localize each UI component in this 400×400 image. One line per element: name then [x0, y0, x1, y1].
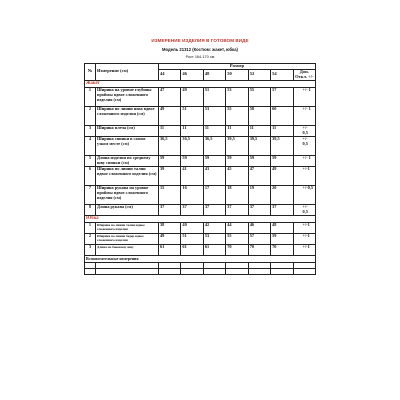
cell-tolerance: +/- 1 [293, 107, 315, 126]
cell-value: 47 [159, 88, 181, 107]
cell-value: 38 [159, 223, 181, 234]
cell-value: 39,5 [271, 137, 293, 156]
row-name: Ширина по линии низа вдвое сложенного изделия (см) [96, 107, 159, 126]
row-no: 4 [85, 137, 96, 156]
cell-value: 39 [159, 167, 181, 186]
cell-value: 61 [203, 245, 225, 256]
table-row [85, 167, 316, 186]
cell-tolerance: +/- 1 [293, 88, 315, 107]
cell-value: 47 [248, 167, 270, 186]
cell-value: 53 [226, 88, 248, 107]
size-54: 54 [271, 69, 293, 80]
cell-value: 61 [181, 245, 203, 256]
row-name: Длина по боковому шву [96, 245, 159, 256]
cell-value: 37 [159, 205, 181, 216]
measurement-table [84, 63, 316, 275]
cell-value: 49 [181, 88, 203, 107]
cell-value: 37 [226, 205, 248, 216]
cell-value: 37 [181, 205, 203, 216]
table-row [85, 186, 316, 205]
cell-value: 59 [248, 156, 270, 167]
cell-value: 59 [271, 156, 293, 167]
cell-value: 36,5 [181, 137, 203, 156]
row-name: Ширина по линии талии вдвое сложенного изделия (см) [96, 167, 159, 186]
cell-value: 59 [203, 156, 225, 167]
cell-value: 49 [159, 107, 181, 126]
cell-value: 48 [271, 223, 293, 234]
cell-tolerance: +/-1 [293, 245, 315, 256]
row-no: 1 [85, 88, 96, 107]
table-row [85, 126, 316, 137]
cell-value: 55 [226, 107, 248, 126]
cell-value: 49 [159, 234, 181, 245]
table-row [85, 245, 316, 256]
size-50: 50 [226, 69, 248, 80]
cell-value: 11 [248, 126, 270, 137]
cell-tolerance: +/-1 [293, 167, 315, 186]
cell-value: 19 [248, 186, 270, 205]
cell-value: 55 [226, 234, 248, 245]
row-no: 6 [85, 167, 96, 186]
cell-value: 11 [203, 126, 225, 137]
col-measure-header: Измерение (см) [96, 64, 159, 81]
cell-value: 43 [203, 167, 225, 186]
col-no-header: № [85, 64, 96, 81]
row-name: Длина рукава (см) [96, 205, 159, 216]
size-46: 46 [181, 69, 203, 80]
cell-value: 41 [181, 167, 203, 186]
cell-value: 45 [226, 167, 248, 186]
sheet-title: ИЗМЕРЕНИЕ ИЗДЕЛИЯ В ГОТОВОМ ВИДЕ [151, 38, 249, 43]
size-44: 44 [159, 69, 181, 80]
cell-value: 40 [181, 223, 203, 234]
cell-tolerance: +/- 0,5 [293, 205, 315, 216]
cell-value: 51 [181, 107, 203, 126]
cell-value: 36,5 [159, 137, 181, 156]
col-tolerance-header: Доп. Откл. +/- [293, 69, 315, 80]
cell-value: 37 [248, 205, 270, 216]
cell-value: 37 [203, 205, 225, 216]
cell-value: 59 [159, 156, 181, 167]
row-name: Длина изделия по среднему шву спинки (см) [96, 156, 159, 167]
cell-value: 55 [248, 88, 270, 107]
footer-row [85, 256, 316, 263]
cell-value: 70 [248, 245, 270, 256]
measurement-sheet [84, 38, 316, 275]
cell-tolerance: +/-1 [293, 234, 315, 245]
section-label: Жакет [85, 80, 316, 87]
table-row [85, 107, 316, 126]
cell-value: 70 [226, 245, 248, 256]
section-label: Юбка [85, 215, 316, 222]
height-line: Рост 164-170 см [185, 55, 215, 59]
row-no: 2 [85, 234, 96, 245]
cell-value: 51 [181, 234, 203, 245]
table-row [85, 137, 316, 156]
row-no: 1 [85, 223, 96, 234]
cell-value: 59 [271, 234, 293, 245]
row-name: Ширина рукава на уровне проймы вдвое сложенного изделия (см) [96, 186, 159, 205]
cell-value: 16 [181, 186, 203, 205]
cell-value: 60 [271, 107, 293, 126]
cell-value: 42 [203, 223, 225, 234]
cell-value: 46 [248, 223, 270, 234]
cell-tolerance: +/- 0,5 [293, 126, 315, 137]
cell-value: 58 [248, 107, 270, 126]
size-52: 52 [248, 69, 270, 80]
cell-value: 15 [159, 186, 181, 205]
cell-value: 70 [271, 245, 293, 256]
cell-value: 59 [226, 156, 248, 167]
cell-value: 44 [226, 223, 248, 234]
row-name: Ширина по линии талии вдвое сложенного изделия [96, 223, 159, 234]
row-no: 3 [85, 245, 96, 256]
row-name: Ширина по линии бедер вдвое сложенного изделия [96, 234, 159, 245]
cell-value: 11 [226, 126, 248, 137]
cell-tolerance: +/- 0,5 [293, 137, 315, 156]
cell-value: 59 [181, 156, 203, 167]
cell-tolerance: +/-1 [293, 223, 315, 234]
row-name: Ширина на уровне глубины проймы вдвое сложенного изделия (см) [96, 88, 159, 107]
section-skirt [85, 215, 316, 222]
cell-value: 37 [271, 205, 293, 216]
col-size-header: Размер [159, 64, 316, 70]
cell-value: 61 [159, 245, 181, 256]
cell-value: 11 [159, 126, 181, 137]
row-no: 2 [85, 107, 96, 126]
table-row [85, 234, 316, 245]
cell-value: 17 [203, 186, 225, 205]
cell-value: 11 [181, 126, 203, 137]
cell-value: 20 [271, 186, 293, 205]
blank-row [85, 269, 316, 275]
row-no: 7 [85, 186, 96, 205]
cell-value: 39,5 [248, 137, 270, 156]
row-name: Ширина плеча (см) [96, 126, 159, 137]
cell-value: 57 [248, 234, 270, 245]
cell-tolerance: +/- 1 [293, 156, 315, 167]
row-no: 3 [85, 126, 96, 137]
table-row [85, 223, 316, 234]
section-jacket [85, 80, 316, 87]
row-no: 5 [85, 156, 96, 167]
footer-label: Вспомогательные измерения [85, 256, 316, 263]
cell-value: 36,5 [203, 137, 225, 156]
cell-value: 57 [271, 88, 293, 107]
cell-value: 53 [203, 107, 225, 126]
cell-tolerance: +/-0,5 [293, 186, 315, 205]
cell-value: 49 [271, 167, 293, 186]
cell-value: 39,5 [226, 137, 248, 156]
size-48: 48 [203, 69, 225, 80]
cell-value: 18 [226, 186, 248, 205]
cell-value: 11 [271, 126, 293, 137]
table-row [85, 88, 316, 107]
model-line: Модель 21312 (Костюм: жакет, юбка) [162, 47, 238, 52]
table-row [85, 156, 316, 167]
row-name: Ширина спинки в самом узком месте (см) [96, 137, 159, 156]
cell-value: 53 [203, 234, 225, 245]
cell-value: 51 [203, 88, 225, 107]
row-no: 8 [85, 205, 96, 216]
table-row [85, 205, 316, 216]
